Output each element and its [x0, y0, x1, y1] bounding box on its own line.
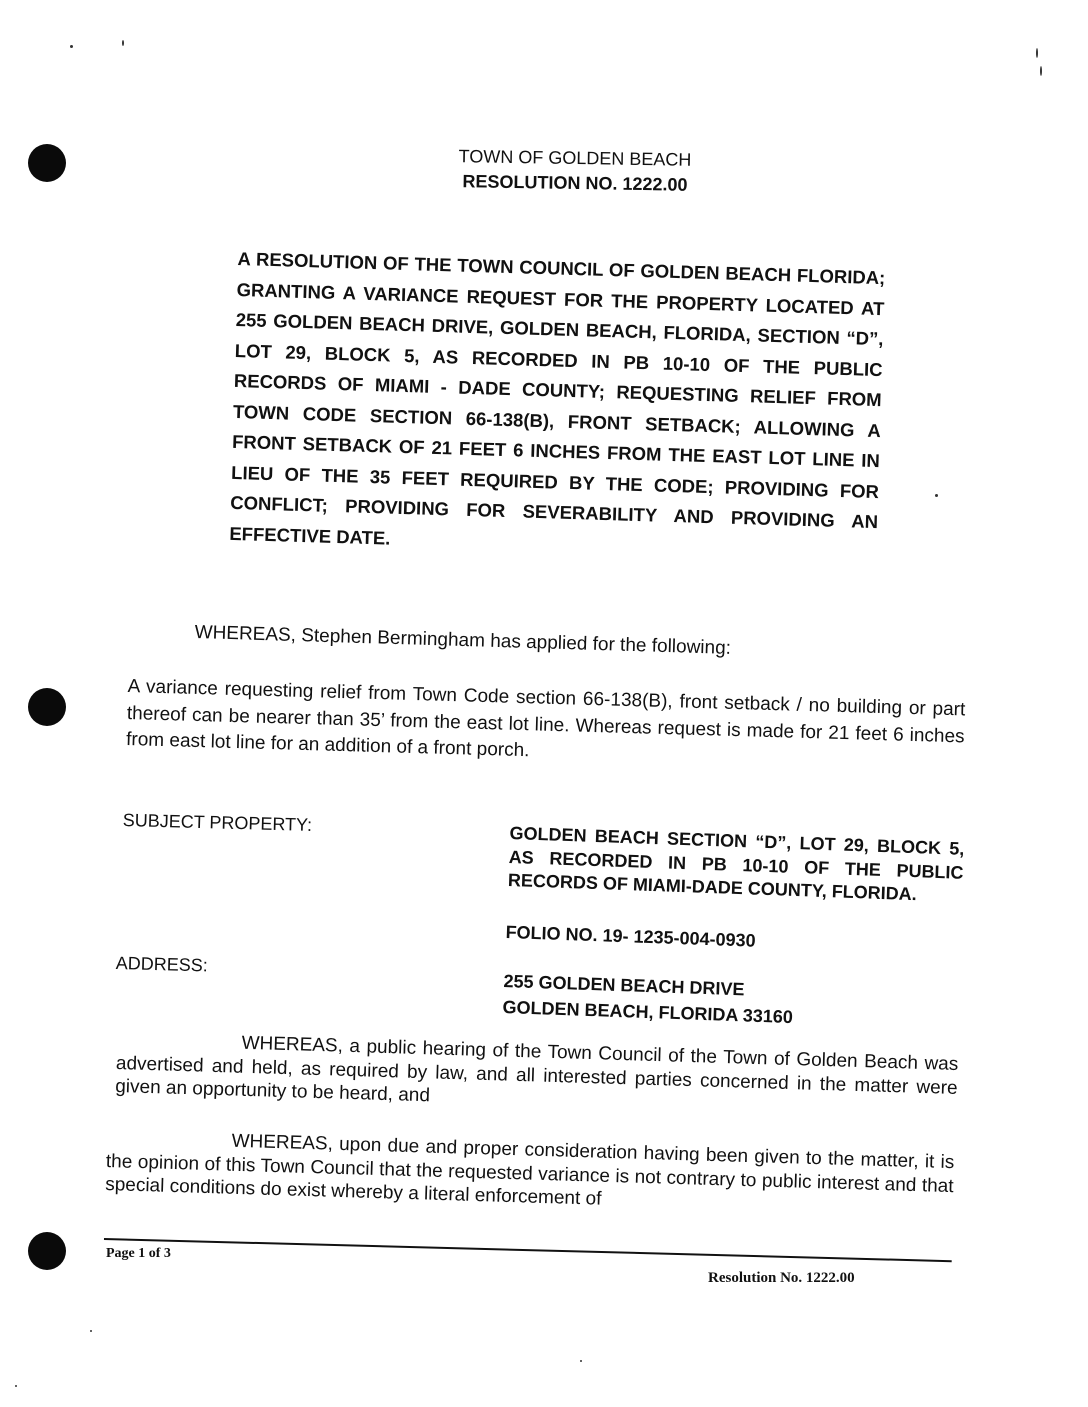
- subject-property-description: GOLDEN BEACH SECTION “D”, LOT 29, BLOCK 5, AS RECORDED IN PB 10-10 OF THE PUBLIC RECORDS OF MIAMI-DADE COUNTY, FLORIDA.: [507, 822, 965, 905]
- resolution-caption: A RESOLUTION OF THE TOWN COUNCIL OF GOLDEN BEACH FLORIDA; GRANTING A VARIANCE REQUEST FOR THE PROPERTY LOCATED AT 255 GOLDEN BEACH DRIVE, GOLDEN BEACH, FLORIDA, SECTION “D”, LOT 29, BLOCK 5, AS RECORDED IN PB 10-10 OF THE PUBLIC RECORDS OF MIAMI - DADE COUNTY; REQUESTING RELIEF FROM TOWN CODE SECTION 66-138(B), FRONT SETBACK; ALLOWING A FRONT SETBACK OF 21 FEET 6 INCHES FROM THE EAST LOT LINE IN LIEU OF THE 35 FEET REQUIRED BY THE CODE; PROVIDING FOR CONFLICT; PROVIDING FOR SEVERABILITY AND PROVIDING AN EFFECTIVE DATE.: [229, 247, 886, 549]
- scan-speck: [15, 1385, 17, 1387]
- variance-request-paragraph: A variance requesting relief from Town Code section 66-138(B), front setback / no building or part thereof can be nearer than 35’ from the east lot line. Whereas request is made for 21 feet 6 inches from east lot line for an addition of a front porch.: [125, 675, 966, 762]
- address-block: [502, 968, 794, 1030]
- punch-hole: [28, 688, 66, 726]
- address-label: ADDRESS:: [115, 953, 208, 976]
- whereas-applicant: WHEREAS, Stephen Bermingham has applied for the following:: [194, 622, 732, 659]
- folio-number: FOLIO NO. 19- 1235-004-0930: [505, 922, 756, 951]
- scan-speck: [122, 40, 124, 46]
- punch-hole: [28, 1232, 66, 1270]
- scan-speck: [90, 1330, 92, 1332]
- scan-speck: [580, 1360, 582, 1362]
- resolution-number-heading: RESOLUTION NO. 1222.00: [462, 171, 688, 195]
- address-line-1: 255 GOLDEN BEACH DRIVE: [503, 970, 745, 1000]
- whereas-hearing-paragraph: WHEREAS, a public hearing of the Town Council of the Town of Golden Beach was advertised and held, as required by law, and all interested parties concerned in the matter were given an opportunity to be heard, and: [114, 1032, 959, 1107]
- subject-property-label: SUBJECT PROPERTY:: [122, 810, 313, 835]
- scan-speck: [70, 45, 73, 48]
- address-line-2: GOLDEN BEACH, FLORIDA 33160: [502, 996, 794, 1028]
- scan-speck: [1040, 66, 1042, 76]
- scan-speck: [935, 494, 938, 497]
- footer-resolution-number: Resolution No. 1222.00: [708, 1270, 855, 1286]
- footer-divider: [104, 1238, 952, 1262]
- scan-speck: [1036, 48, 1038, 58]
- whereas-consideration-paragraph: WHEREAS, upon due and proper consideration having been given to the matter, it is the opinion of this Town Council that the requested variance is not contrary to public interest and that special conditions do exist whereby a literal enforcement of: [104, 1130, 955, 1210]
- punch-hole: [28, 144, 66, 182]
- town-heading: TOWN OF GOLDEN BEACH: [458, 146, 692, 170]
- footer-page-number: Page 1 of 3: [106, 1246, 171, 1261]
